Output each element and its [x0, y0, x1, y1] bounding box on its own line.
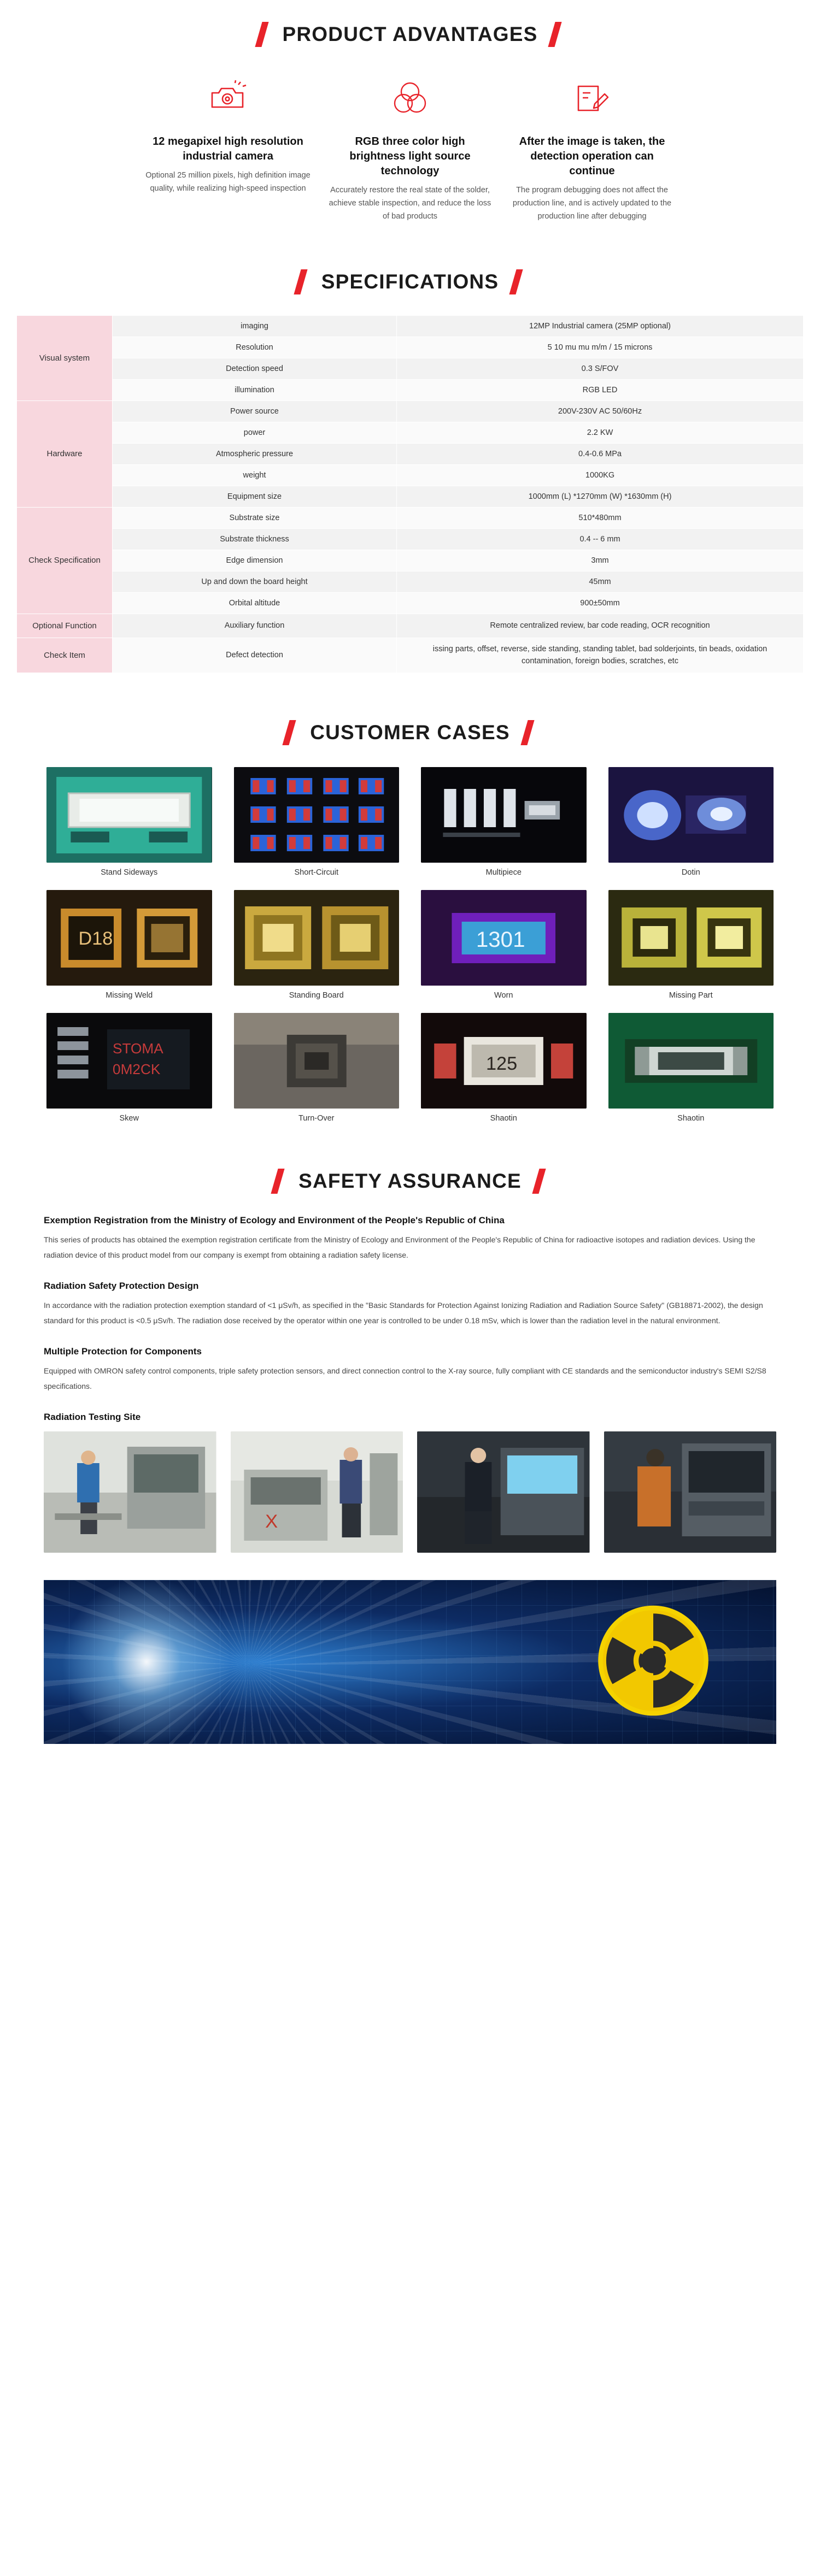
camera-icon	[145, 73, 312, 126]
slash-accent-right-icon	[547, 22, 566, 47]
spec-value: 1000mm (L) *1270mm (W) *1630mm (H)	[397, 486, 804, 507]
svg-text:X: X	[265, 1511, 278, 1532]
slash-accent-right-icon	[520, 720, 538, 745]
spec-key: illumination	[113, 379, 397, 400]
case-item	[421, 1013, 587, 1123]
table-row	[17, 592, 804, 614]
case-label: Multipiece	[485, 868, 522, 877]
slash-accent-left-icon	[293, 269, 312, 294]
safety-block-text: In accordance with the radiation protection exemption standard of <1 μSv/h, as specified in the "Basic Standards for Protection Against Ionizing Radiation and Radiation Source Safety" (GB18871-2002), the design standard for this product is <0.5 μSv/h. The radiation dose received by the operator within one year is controlled to be under 0.18 mSv, which is lower than the radiation level in the natural environment.	[44, 1301, 763, 1325]
spec-value: Remote centralized review, bar code reading, OCR recognition	[397, 614, 804, 638]
table-row	[17, 379, 804, 400]
case-item	[421, 767, 587, 877]
product-advantages-heading	[0, 22, 820, 47]
safety-body	[44, 1213, 776, 1553]
case-label: Shaotin	[490, 1113, 517, 1123]
advantage-title: After the image is taken, the detection operation can continue	[519, 135, 665, 177]
photo-technician-control-panel	[604, 1431, 777, 1553]
spec-value: 0.3 S/FOV	[397, 358, 804, 379]
section-title: PRODUCT ADVANTAGES	[282, 23, 538, 45]
spec-value: 0.4 -- 6 mm	[397, 528, 804, 550]
case-item	[608, 767, 774, 877]
case-item	[421, 890, 587, 1000]
spec-key: Resolution	[113, 337, 397, 358]
advantage-title: 12 megapixel high resolution industrial camera	[153, 135, 303, 162]
spec-key: weight	[113, 464, 397, 486]
table-row	[17, 507, 804, 528]
table-row	[17, 443, 804, 464]
radiation-banner	[44, 1580, 776, 1744]
radiation-testing-photos	[44, 1431, 776, 1553]
specifications-table	[16, 315, 804, 673]
table-row	[17, 528, 804, 550]
customer-cases-section	[0, 720, 820, 1123]
spec-value: 1000KG	[397, 464, 804, 486]
case-label: Short-Circuit	[294, 868, 339, 877]
spec-category: Optional Function	[17, 614, 113, 638]
case-label: Missing Part	[669, 991, 713, 1000]
case-image-turn-over	[234, 1013, 400, 1109]
section-title: SPECIFICATIONS	[321, 270, 499, 293]
advantage-item	[137, 73, 319, 223]
case-image-shaotin-1	[421, 1013, 587, 1109]
spec-category: Check Specification	[17, 507, 113, 614]
svg-text:STOMA: STOMA	[113, 1040, 163, 1057]
advantage-item	[319, 73, 501, 223]
spec-value: issing parts, offset, reverse, side standing, standing tablet, bad solderjoints, tin beads, oxidation contamination, foreign bodies, scratches, etc	[397, 638, 804, 673]
case-image-missing-part	[608, 890, 774, 986]
spec-key: Auxiliary function	[113, 614, 397, 638]
table-row	[17, 638, 804, 673]
case-item	[234, 767, 400, 877]
case-label: Missing Weld	[106, 991, 153, 1000]
edit-document-icon	[509, 73, 676, 126]
advantage-desc: Optional 25 million pixels, high definition image quality, while realizing high-speed inspection	[145, 171, 311, 193]
case-item	[46, 1013, 212, 1123]
case-label: Turn-Over	[298, 1113, 335, 1123]
safety-assurance-heading	[0, 1169, 820, 1194]
spec-key: Substrate thickness	[113, 528, 397, 550]
spec-value: 12MP Industrial camera (25MP optional)	[397, 315, 804, 337]
case-image-stand-sideways	[46, 767, 212, 863]
case-item	[234, 1013, 400, 1123]
spec-key: Edge dimension	[113, 550, 397, 571]
table-row	[17, 315, 804, 337]
table-row	[17, 571, 804, 592]
customer-cases-heading	[0, 720, 820, 745]
spec-value: 0.4-0.6 MPa	[397, 443, 804, 464]
case-image-missing-weld	[46, 890, 212, 986]
cases-grid	[46, 767, 774, 1123]
case-image-shaotin-2	[608, 1013, 774, 1109]
case-label: Worn	[494, 991, 513, 1000]
case-item	[234, 890, 400, 1000]
safety-block-text: This series of products has obtained the exemption registration certificate from the Ministry of Ecology and Environment of the People's Republic of China for radioactive isotopes and radiation devices. Using the radiation device of this product model from our company is exempt from obtaining a radiation safety license.	[44, 1235, 755, 1259]
spec-key: power	[113, 422, 397, 443]
table-row	[17, 614, 804, 638]
radiation-trefoil-icon	[596, 1604, 711, 1721]
product-advantages-section	[0, 0, 820, 227]
spec-value: RGB LED	[397, 379, 804, 400]
table-row	[17, 486, 804, 507]
slash-accent-right-icon	[531, 1169, 550, 1194]
advantage-item	[501, 73, 683, 223]
spec-value: 45mm	[397, 571, 804, 592]
advantage-desc: Accurately restore the real state of the solder, achieve stable inspection, and reduce the loss of bad products	[329, 186, 491, 221]
case-label: Stand Sideways	[101, 868, 158, 877]
case-item	[608, 1013, 774, 1123]
section-title: SAFETY ASSURANCE	[298, 1169, 522, 1192]
advantage-desc: The program debugging does not affect the production line, and is actively updated to the production line after debugging	[512, 186, 672, 221]
safety-block-title: Exemption Registration from the Ministry of Ecology and Environment of the People's Republic of China	[44, 1215, 505, 1225]
svg-text:D18: D18	[78, 928, 113, 949]
advantages-columns	[0, 73, 820, 223]
svg-text:0M2CK: 0M2CK	[113, 1060, 161, 1077]
case-label: Standing Board	[289, 991, 344, 1000]
case-label: Skew	[119, 1113, 139, 1123]
slash-accent-left-icon	[270, 1169, 289, 1194]
spec-key: Defect detection	[113, 638, 397, 673]
banner-glow	[59, 1580, 234, 1744]
spec-key: Up and down the board height	[113, 571, 397, 592]
specifications-section	[0, 269, 820, 673]
rgb-circles-icon	[327, 73, 494, 126]
case-image-short-circuit	[234, 767, 400, 863]
spec-key: Equipment size	[113, 486, 397, 507]
case-image-worn	[421, 890, 587, 986]
case-label: Dotin	[681, 868, 700, 877]
table-row	[17, 464, 804, 486]
advantage-title: RGB three color high brightness light source technology	[349, 135, 471, 177]
svg-text:125: 125	[485, 1053, 518, 1074]
photo-operator-at-machine	[44, 1431, 216, 1553]
case-image-dotin	[608, 767, 774, 863]
spec-value: 900±50mm	[397, 592, 804, 614]
case-label: Shaotin	[677, 1113, 705, 1123]
safety-assurance-section	[0, 1169, 820, 1553]
radiation-testing-site-title: Radiation Testing Site	[44, 1411, 141, 1422]
spec-key: imaging	[113, 315, 397, 337]
spec-key: Power source	[113, 400, 397, 422]
table-row	[17, 550, 804, 571]
table-row	[17, 337, 804, 358]
photo-xray-inspection-room	[231, 1431, 403, 1553]
slash-accent-left-icon	[282, 720, 300, 745]
svg-text:1301: 1301	[476, 927, 525, 952]
spec-key: Substrate size	[113, 507, 397, 528]
spec-value: 2.2 KW	[397, 422, 804, 443]
spec-value: 3mm	[397, 550, 804, 571]
spec-category: Visual system	[17, 315, 113, 400]
table-row	[17, 358, 804, 379]
spec-key: Orbital altitude	[113, 592, 397, 614]
safety-block-title: Multiple Protection for Components	[44, 1346, 202, 1357]
table-row	[17, 422, 804, 443]
safety-block-title: Radiation Safety Protection Design	[44, 1280, 199, 1291]
spec-value: 510*480mm	[397, 507, 804, 528]
photo-engineer-at-console	[417, 1431, 590, 1553]
spec-category: Check Item	[17, 638, 113, 673]
case-item	[46, 890, 212, 1000]
spec-key: Detection speed	[113, 358, 397, 379]
table-row	[17, 400, 804, 422]
spec-key: Atmospheric pressure	[113, 443, 397, 464]
spec-category: Hardware	[17, 400, 113, 507]
slash-accent-right-icon	[508, 269, 527, 294]
spec-value: 200V-230V AC 50/60Hz	[397, 400, 804, 422]
case-image-skew	[46, 1013, 212, 1109]
slash-accent-left-icon	[254, 22, 273, 47]
spec-value: 5 10 mu mu m/m / 15 microns	[397, 337, 804, 358]
case-image-multipiece	[421, 767, 587, 863]
safety-block-text: Equipped with OMRON safety control components, triple safety protection sensors, and direct connection control to the X-ray source, fully compliant with CE standards and the semiconductor industry's SEMI S2/S8 specifications.	[44, 1366, 766, 1390]
case-image-standing-board	[234, 890, 400, 986]
case-item	[608, 890, 774, 1000]
specifications-heading	[0, 269, 820, 294]
case-item	[46, 767, 212, 877]
section-title: CUSTOMER CASES	[310, 721, 510, 744]
